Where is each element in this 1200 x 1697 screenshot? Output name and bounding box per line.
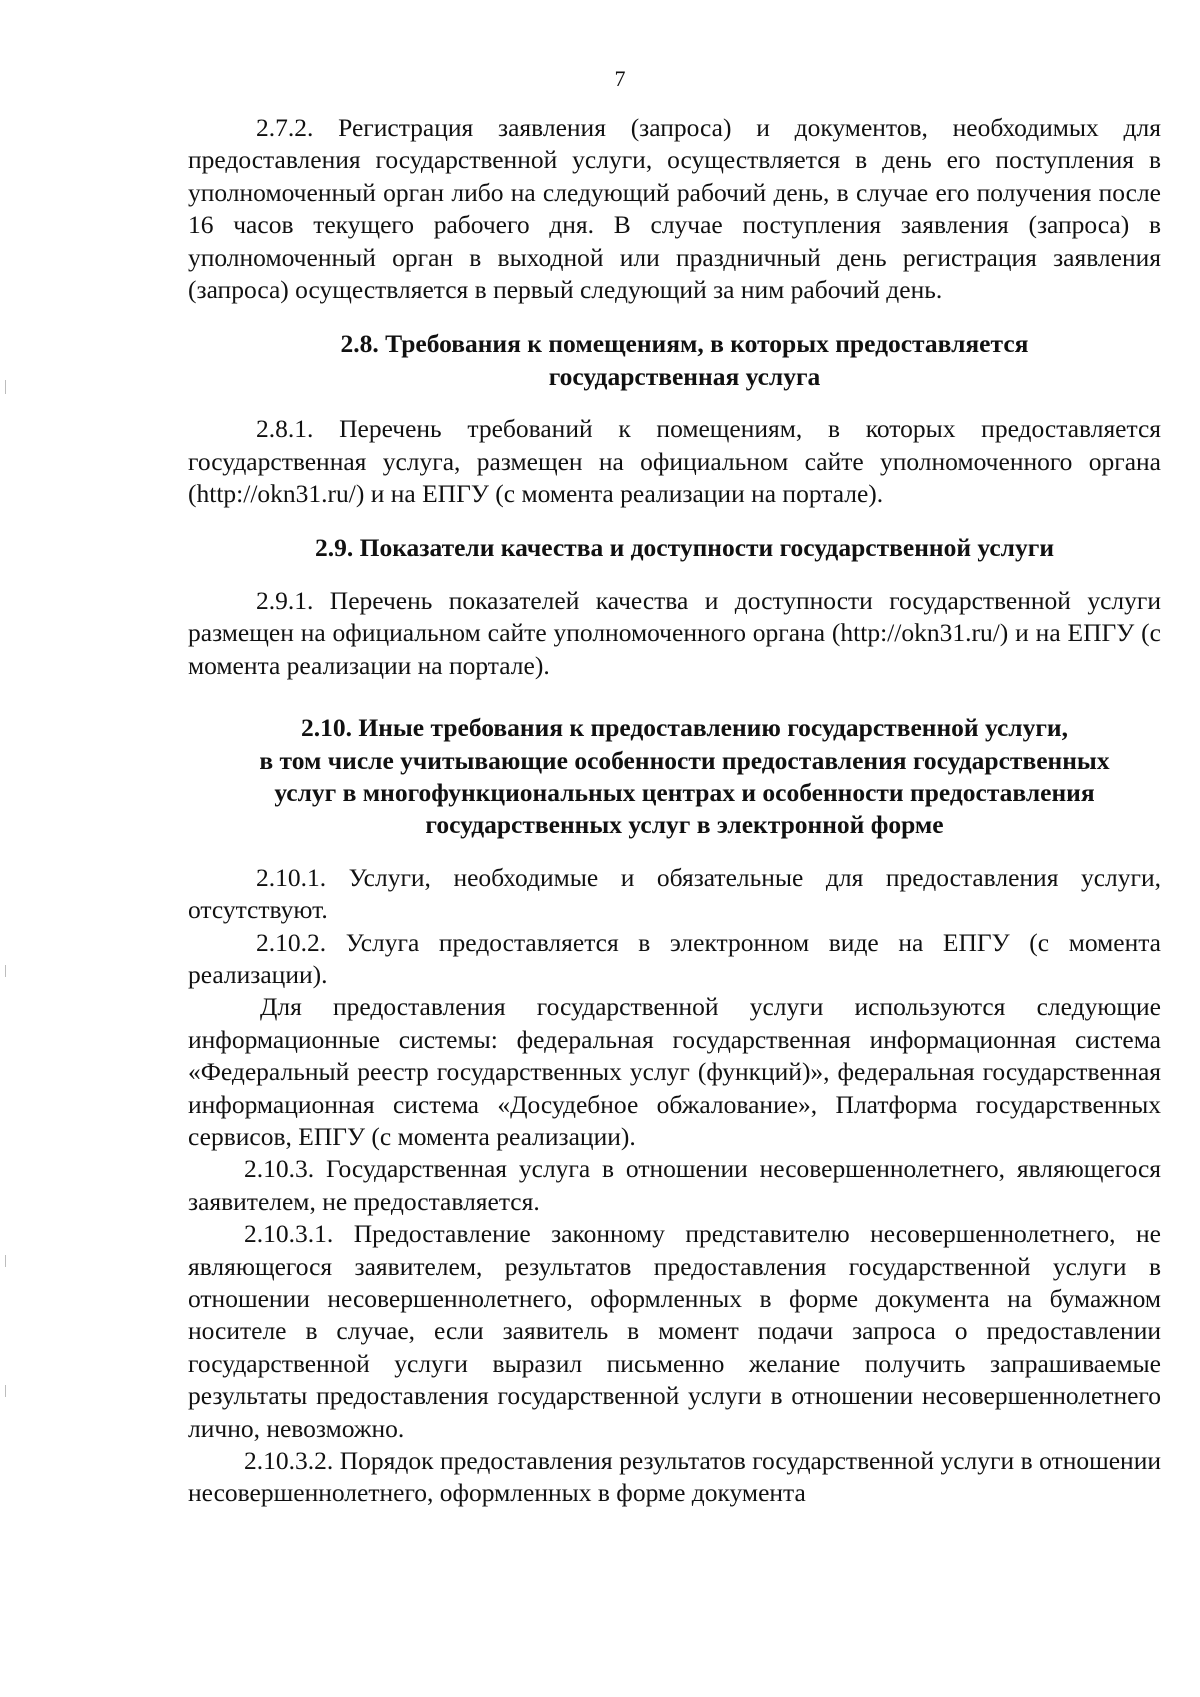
paragraph-2-10-2: 2.10.2. Услуга предоставляется в электронном виде на ЕПГУ (с момента реализации). (188, 927, 1161, 989)
section-heading-2-9: 2.9. Показатели качества и доступности государственной услуги (314, 533, 1055, 563)
scan-artifact (5, 965, 6, 977)
document-body (188, 112, 1161, 1510)
scan-artifact (5, 1255, 6, 1267)
paragraph-2-8-1: 2.8.1. Перечень требований к помещениям, в которых предоставляется государственная услуга, размещен на официальном сайте уполномоченного органа (http://okn31.ru/) и на ЕПГУ (с момента реализации на портале). (188, 414, 1161, 509)
section-heading-2-8 (188, 328, 1161, 393)
paragraph-information-systems: Для предоставления государственной услуги используются следующие информационные системы: федеральная государственная информационная система «Федеральный реестр государственных услуг (функций)», федеральная государственная информационная система «Досудебное обжалование», Платформа государственных сервисов, ЕПГУ (с момента реализации). (188, 992, 1161, 1151)
paragraph-2-10-3-2: 2.10.3.2. Порядок предоставления результатов государственной услуги в отношении несовершеннолетнего, оформленных в форме документа (188, 1446, 1161, 1508)
heading-line: 2.8. Требования к помещениям, в которых предоставляется (340, 329, 1029, 359)
heading-line: 2.10. Иные требования к предоставлению государственной услуги, (300, 713, 1068, 743)
heading-line: государственная услуга (548, 361, 821, 391)
section-heading-2-10 (188, 712, 1161, 842)
paragraph-2-10-1: 2.10.1. Услуги, необходимые и обязательные для предоставления услуги, отсутствуют. (188, 862, 1161, 925)
paragraph-2-7-2: 2.7.2. Регистрация заявления (запроса) и документов, необходимых для предоставления государственной услуги, осуществляется в день его поступления в уполномоченный орган либо на следующий рабочий день, в случае его получения после 16 часов текущего рабочего дня. В случае поступления заявления (запроса) в уполномоченный орган в выходной или праздничный день регистрация заявления (запроса) осуществляется в первый следующий за ним рабочий день. (188, 113, 1161, 305)
page-number: 7 (614, 66, 626, 91)
heading-line: услуг в многофункциональных центрах и особенности предоставления (274, 777, 1095, 807)
paragraph-2-9-1: 2.9.1. Перечень показателей качества и доступности государственной услуги размещен на официальном сайте уполномоченного органа (http://okn31.ru/) и на ЕПГУ (с момента реализации на портале). (188, 585, 1161, 680)
paragraph-2-10-3-1: 2.10.3.1. Предоставление законному представителю несовершеннолетнего, не являющегося заявителем, результатов предоставления государственной услуги в отношении несовершеннолетнего, оформленных в форме документа на бумажном носителе в случае, если заявитель в момент подачи запроса о предоставлении государственной услуги выразил письменно желание получить запрашиваемые результаты предоставления государственной услуги в отношении несовершеннолетнего лично, невозможно. (188, 1219, 1161, 1443)
heading-line: государственных услуг в электронной форме (425, 810, 944, 840)
paragraph-2-10-3: 2.10.3. Государственная услуга в отношении несовершеннолетнего, являющегося заявителем, не предоставляется. (188, 1154, 1161, 1216)
heading-line: в том числе учитывающие особенности предоставления государственных (259, 745, 1110, 775)
scan-artifact (5, 380, 6, 394)
scan-artifact (5, 1385, 6, 1397)
